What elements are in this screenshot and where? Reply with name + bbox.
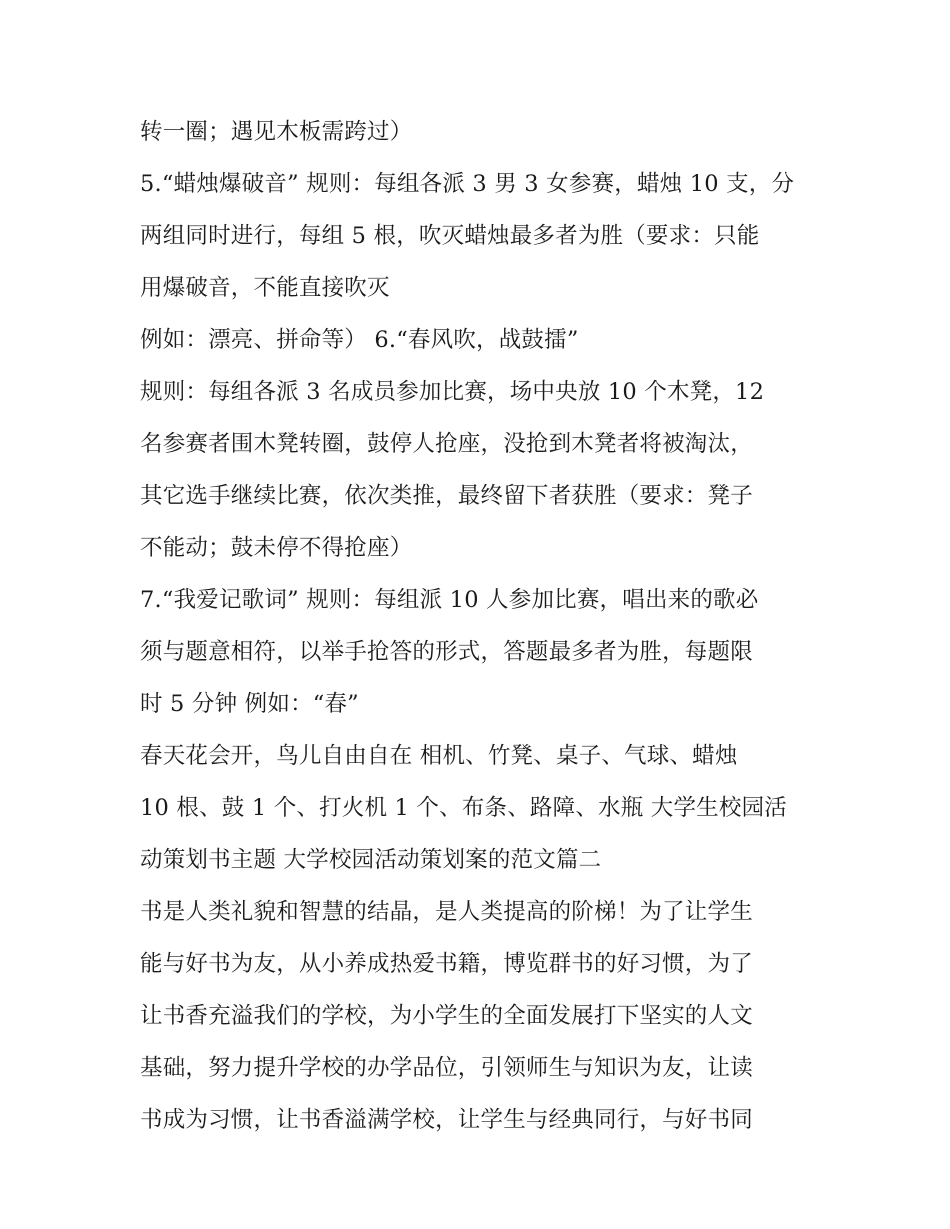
text-line: 时 5 分钟 例如：“春”: [140, 691, 359, 717]
text-line: 须与题意相符，以举手抢答的形式，答题最多者为胜，每题限: [140, 639, 753, 665]
text-line: 两组同时进行，每组 5 根，吹灭蜡烛最多者为胜（要求：只能: [140, 223, 760, 249]
text-line: 转一圈；遇见木板需跨过）: [140, 119, 413, 145]
text-line: 书是人类礼貌和智慧的结晶，是人类提高的阶梯！为了让学生: [140, 899, 753, 925]
text-line: 7.“我爱记歌词” 规则：每组派 10 人参加比赛，唱出来的歌必: [140, 587, 759, 613]
text-line: 规则：每组各派 3 名成员参加比赛，场中央放 10 个木凳，12: [140, 379, 765, 405]
text-line: 用爆破音，不能直接吹灭: [140, 275, 390, 301]
text-line: 春天花会开，鸟儿自由自在 相机、竹凳、桌子、气球、蜡烛: [140, 743, 738, 769]
text-line: 5.“蜡烛爆破音” 规则：每组各派 3 男 3 女参赛，蜡烛 10 支，分: [140, 171, 795, 197]
text-line: 书成为习惯，让书香溢满学校，让学生与经典同行，与好书同: [140, 1107, 753, 1133]
text-line: 基础，努力提升学校的办学品位，引领师生与知识为友，让读: [140, 1055, 753, 1081]
text-line: 其它选手继续比赛，依次类推，最终留下者获胜（要求：凳子: [140, 483, 753, 509]
body-text: [140, 106, 830, 1146]
text-line: 能与好书为友，从小养成热爱书籍，博览群书的好习惯，为了: [140, 951, 753, 977]
text-line: 动策划书主题 大学校园活动策划案的范文篇二: [140, 847, 602, 873]
text-line: 10 根、鼓 1 个、打火机 1 个、布条、路障、水瓶 大学生校园活: [140, 795, 787, 821]
text-line: 让书香充溢我们的学校，为小学生的全面发展打下坚实的人文: [140, 1003, 753, 1029]
text-line: 名参赛者围木凳转圈，鼓停人抢座，没抢到木凳者将被淘汰，: [140, 431, 753, 457]
text-line: 不能动；鼓未停不得抢座）: [140, 535, 413, 561]
text-line: 例如：漂亮、拼命等） 6.“春风吹，战鼓擂”: [140, 327, 579, 353]
